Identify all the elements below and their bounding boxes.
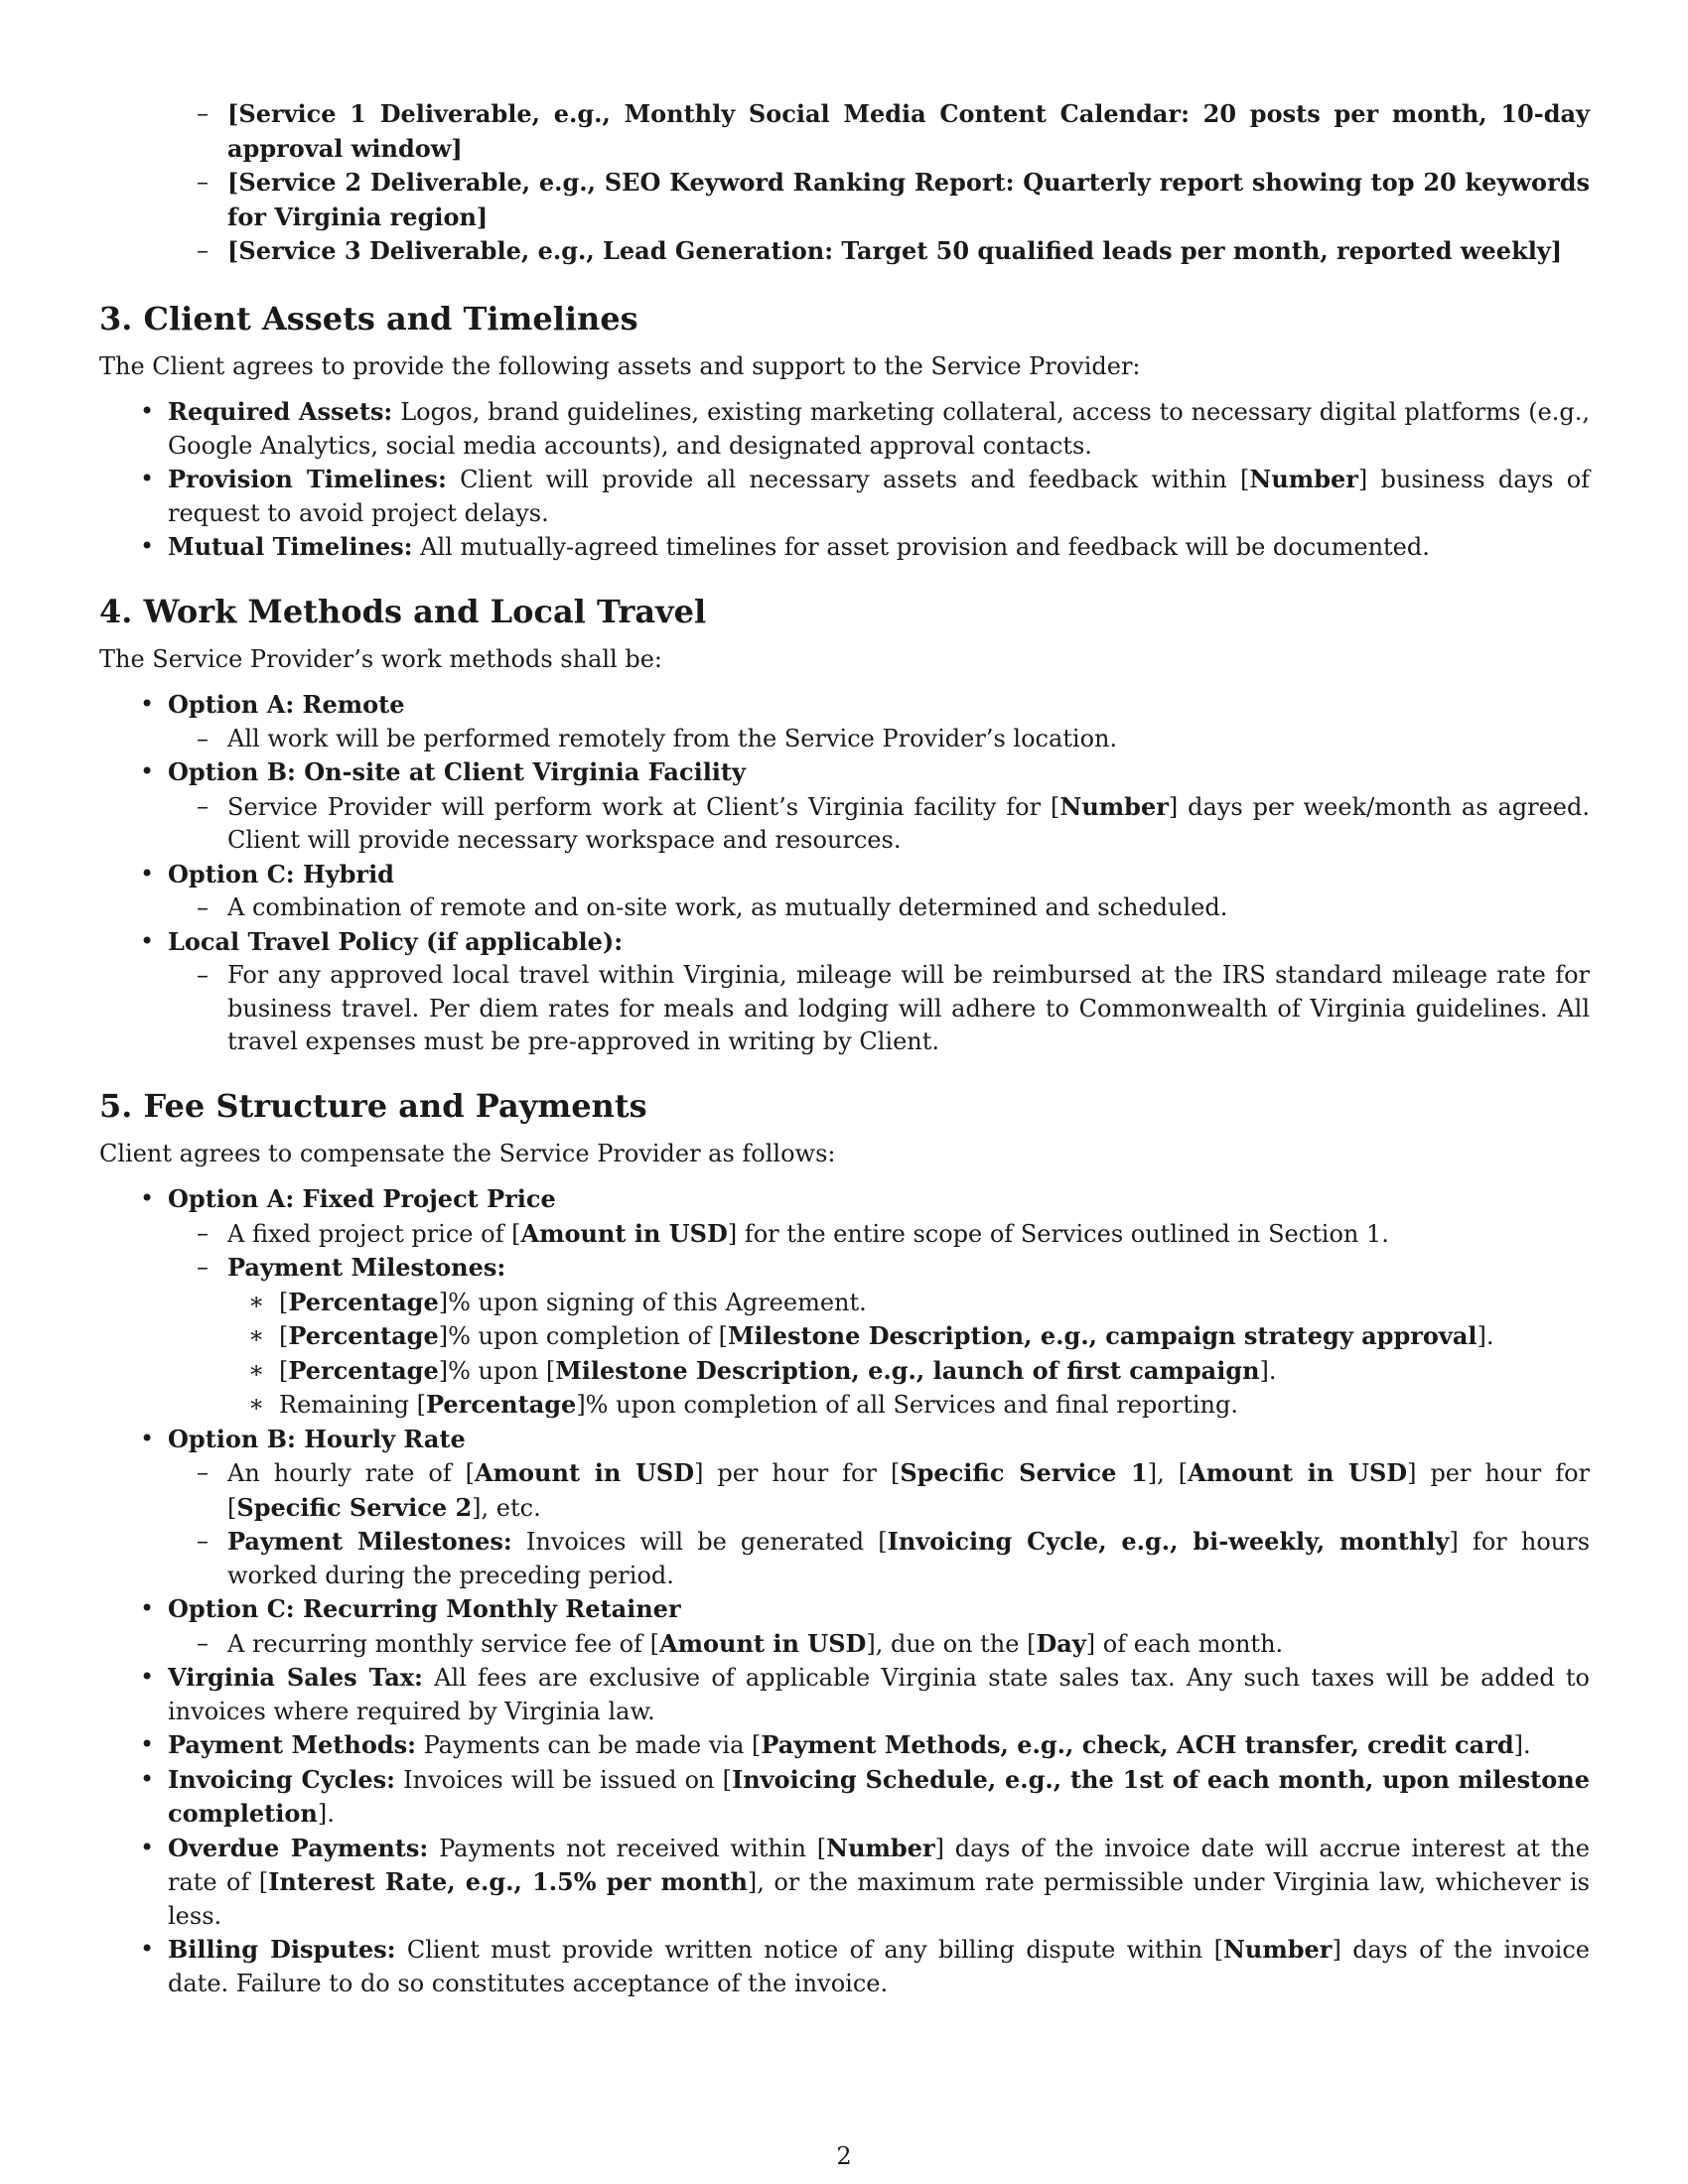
item-text: ] business days of request to avoid project delays.	[168, 466, 1591, 527]
page-number: 2	[836, 2142, 852, 2170]
placeholder-field: Amount in USD	[1188, 1458, 1408, 1487]
placeholder-field: Percentage	[288, 1355, 439, 1385]
item-text: ].	[1477, 1322, 1494, 1350]
list-item	[99, 463, 1590, 530]
section-intro: The Client agrees to provide the following assets and support to the Service Provider:	[99, 351, 1141, 380]
placeholder-field: Amount in USD	[658, 1628, 867, 1658]
deliverable-text: [Service 1 Deliverable, e.g., Monthly Social Media Content Calendar: 20 posts per month, 10-day approval window]	[227, 99, 1590, 163]
asterisk-marker: ∗	[248, 1390, 265, 1418]
list-item	[99, 925, 1590, 960]
bullet-marker: •	[140, 397, 155, 425]
bullet-marker: •	[140, 1663, 155, 1691]
placeholder-field: Number	[1249, 465, 1358, 493]
item-text: Invoices will be issued on [	[394, 1765, 732, 1794]
item-text: All mutually-agreed timelines for asset provision and feedback will be documented.	[412, 533, 1430, 561]
list-item	[99, 395, 1590, 463]
sub-item	[99, 723, 1590, 756]
item-label: Payment Milestones:	[227, 1527, 512, 1556]
item-text: All fees are exclusive of applicable Virginia state sales tax. Any such taxes will be added to invoices where required by Virginia law.	[168, 1664, 1591, 1725]
dash-marker: –	[197, 893, 209, 921]
placeholder-field: Milestone Description, e.g., campaign strategy approval	[727, 1321, 1477, 1350]
item-text: [	[279, 1356, 289, 1385]
section-intro: The Service Provider’s work methods shall be:	[99, 644, 663, 673]
sub-item	[99, 891, 1590, 925]
placeholder-field: Percentage	[288, 1287, 439, 1316]
list-item	[99, 1832, 1590, 1934]
bullet-marker: •	[140, 926, 155, 955]
sub-sub-item	[99, 1286, 1590, 1320]
section-intro: Client agrees to compensate the Service Provider as follows:	[99, 1139, 836, 1167]
sub-item	[99, 790, 1590, 858]
item-text: A recurring monthly service fee of [	[227, 1629, 659, 1658]
list-item	[99, 166, 1590, 234]
item-text: Service Provider will perform work at Client’s Virginia facility for [	[227, 792, 1060, 821]
placeholder-field: Invoicing Cycle, e.g., bi-weekly, monthly	[887, 1527, 1450, 1556]
placeholder-field: Percentage	[425, 1390, 577, 1419]
item-label: Provision Timelines:	[168, 465, 447, 493]
item-text: [	[279, 1288, 289, 1316]
placeholder-field: Payment Methods, e.g., check, ACH transfer, credit card	[761, 1730, 1514, 1759]
placeholder-field: Specific Service 1	[900, 1458, 1148, 1487]
item-text: Payments not received within [	[428, 1834, 827, 1862]
sub-item	[99, 1525, 1590, 1592]
item-text: ].	[317, 1800, 335, 1828]
item-label: Local Travel Policy (if applicable):	[168, 926, 624, 956]
item-text: A fixed project price of [	[227, 1219, 521, 1248]
item-text: Invoices will be generated [	[511, 1528, 888, 1556]
item-text: ] days of the invoice date will accrue interest at the rate of [	[168, 1834, 1591, 1896]
item-text: ] per hour for [	[694, 1459, 901, 1487]
placeholder-field: Amount in USD	[475, 1458, 695, 1487]
item-label: Option B: Hourly Rate	[168, 1424, 466, 1453]
item-text: ], etc.	[472, 1493, 541, 1522]
sub-sub-item	[99, 1354, 1590, 1389]
dash-marker: –	[197, 961, 209, 989]
item-label: Option A: Remote	[168, 690, 405, 719]
item-label: Payment Milestones:	[227, 1253, 506, 1282]
dash-marker: –	[197, 1628, 209, 1657]
section-heading: 4. Work Methods and Local Travel	[99, 592, 707, 630]
item-label: Option A: Fixed Project Price	[168, 1184, 556, 1213]
bullet-marker: •	[140, 1594, 155, 1622]
item-text: ] days per week/month as agreed. Client will provide necessary workspace and resources.	[227, 792, 1591, 854]
item-label: Overdue Payments:	[168, 1833, 429, 1862]
item-label: Required Assets:	[168, 397, 393, 426]
deliverables-list	[99, 97, 1590, 269]
dash-marker: –	[197, 791, 209, 820]
item-text: Client must provide written notice of any billing dispute within [	[395, 1936, 1223, 1964]
placeholder-field: Number	[1222, 1935, 1333, 1964]
dash-marker: –	[197, 168, 209, 196]
asterisk-marker: ∗	[248, 1355, 265, 1384]
bullet-marker: •	[140, 859, 155, 887]
item-text: ].	[1513, 1731, 1531, 1759]
section-4	[99, 592, 1590, 1059]
item-text: ]% upon [	[438, 1356, 556, 1385]
list-item	[99, 688, 1590, 723]
bullet-marker: •	[140, 1935, 155, 1963]
item-text: [	[279, 1322, 289, 1350]
item-text: ] per hour for [	[227, 1459, 1591, 1522]
sub-item	[99, 1456, 1590, 1525]
placeholder-field: Amount in USD	[520, 1218, 728, 1248]
list-item	[99, 755, 1590, 790]
item-text: ], due on the [	[866, 1629, 1037, 1658]
list-item	[99, 1728, 1590, 1763]
dash-marker: –	[197, 1218, 209, 1247]
placeholder-field: Milestone Description, e.g., launch of first campaign	[555, 1355, 1260, 1385]
deliverable-text: [Service 3 Deliverable, e.g., Lead Generation: Target 50 qualified leads per month, reported weekly]	[227, 236, 1563, 265]
item-text: ] for hours worked during the preceding period.	[227, 1528, 1591, 1589]
item-text: ].	[1259, 1356, 1277, 1385]
sub-item	[99, 1251, 1590, 1286]
item-text: An hourly rate of [	[227, 1459, 476, 1487]
list-item	[99, 234, 1590, 269]
list-item	[99, 1182, 1590, 1217]
sub-item	[99, 1627, 1590, 1662]
item-text: A combination of remote and on-site work, as mutually determined and scheduled.	[227, 893, 1228, 921]
placeholder-field: Interest Rate, e.g., 1.5% per month	[268, 1867, 748, 1896]
item-label: Virginia Sales Tax:	[168, 1663, 423, 1692]
deliverable-text: [Service 2 Deliverable, e.g., SEO Keyword Ranking Report: Quarterly report showing top 20 keywords for Virginia region]	[227, 168, 1590, 231]
item-text: ] for the entire scope of Services outlined in Section 1.	[727, 1219, 1389, 1248]
item-text: Logos, brand guidelines, existing marketing collateral, access to necessary digital platforms (e.g., Google Analytics, social media accounts), and designated approval contacts.	[168, 398, 1591, 460]
placeholder-field: Number	[826, 1833, 935, 1862]
list-item	[99, 530, 1590, 565]
bullet-marker: •	[140, 757, 155, 785]
placeholder-field: Day	[1036, 1628, 1086, 1658]
dash-marker: –	[197, 1253, 209, 1281]
sub-sub-item	[99, 1388, 1590, 1423]
dash-marker: –	[197, 236, 209, 264]
item-text: Client will provide all necessary assets and feedback within [	[446, 466, 1250, 493]
sub-item	[99, 1217, 1590, 1252]
dash-marker: –	[197, 1527, 209, 1555]
placeholder-field: Specific Service 2	[236, 1492, 473, 1522]
asterisk-marker: ∗	[248, 1321, 265, 1349]
list-item	[99, 1592, 1590, 1627]
item-text: ] days of the invoice date. Failure to do so constitutes acceptance of the invoice.	[168, 1936, 1590, 1997]
item-label: Option B: On-site at Client Virginia Facility	[168, 757, 746, 786]
bullet-marker: •	[140, 1424, 155, 1452]
item-text: ], [	[1147, 1459, 1189, 1487]
dash-marker: –	[197, 724, 209, 752]
item-label: Billing Disputes:	[168, 1935, 396, 1964]
bullet-marker: •	[140, 1833, 155, 1861]
bullet-marker: •	[140, 465, 155, 492]
bullet-marker: •	[140, 690, 155, 718]
item-text: For any approved local travel within Virginia, mileage will be reimbursed at the IRS standard mileage rate for business travel. Per diem rates for meals and lodging will adhere to Commonwealth of Virginia guidelines. All travel expenses must be pre-approved in writing by Client.	[227, 961, 1590, 1055]
list-item	[99, 1423, 1590, 1457]
bullet-marker: •	[140, 1730, 155, 1758]
item-label: Invoicing Cycles:	[168, 1764, 395, 1794]
item-text: Remaining [	[279, 1391, 426, 1419]
item-label: Mutual Timelines:	[168, 532, 413, 561]
section-heading: 3. Client Assets and Timelines	[99, 299, 638, 338]
item-text: ] of each month.	[1085, 1629, 1284, 1658]
list-item	[99, 858, 1590, 892]
item-text: ]% upon signing of this Agreement.	[438, 1288, 867, 1316]
asterisk-marker: ∗	[248, 1287, 265, 1315]
placeholder-field: Number	[1059, 791, 1169, 821]
item-text: Payments can be made via [	[415, 1731, 762, 1759]
dash-marker: –	[197, 99, 209, 127]
item-label: Payment Methods:	[168, 1730, 416, 1759]
placeholder-field: Invoicing Schedule, e.g., the 1st of each month, upon milestone completion	[168, 1764, 1590, 1828]
section-5	[99, 1086, 1590, 2001]
item-text: ]% upon completion of all Services and final reporting.	[576, 1391, 1238, 1419]
document-page	[99, 97, 1590, 2000]
item-text: All work will be performed remotely from the Service Provider’s location.	[227, 724, 1118, 752]
item-label: Option C: Recurring Monthly Retainer	[168, 1594, 681, 1623]
placeholder-field: Percentage	[288, 1321, 439, 1350]
item-label: Option C: Hybrid	[168, 859, 394, 888]
list-item	[99, 1933, 1590, 2000]
section-3	[99, 299, 1590, 565]
item-text: ], or the maximum rate permissible under Virginia law, whichever is less.	[168, 1868, 1590, 1930]
list-item	[99, 97, 1590, 166]
section-heading: 5. Fee Structure and Payments	[99, 1086, 647, 1125]
sub-item	[99, 959, 1590, 1059]
bullet-marker: •	[140, 1764, 155, 1793]
bullet-marker: •	[140, 1184, 155, 1212]
list-item	[99, 1661, 1590, 1728]
dash-marker: –	[197, 1458, 209, 1486]
item-text: ]% upon completion of [	[438, 1322, 728, 1350]
sub-sub-item	[99, 1319, 1590, 1354]
bullet-marker: •	[140, 532, 155, 560]
list-item	[99, 1763, 1590, 1832]
